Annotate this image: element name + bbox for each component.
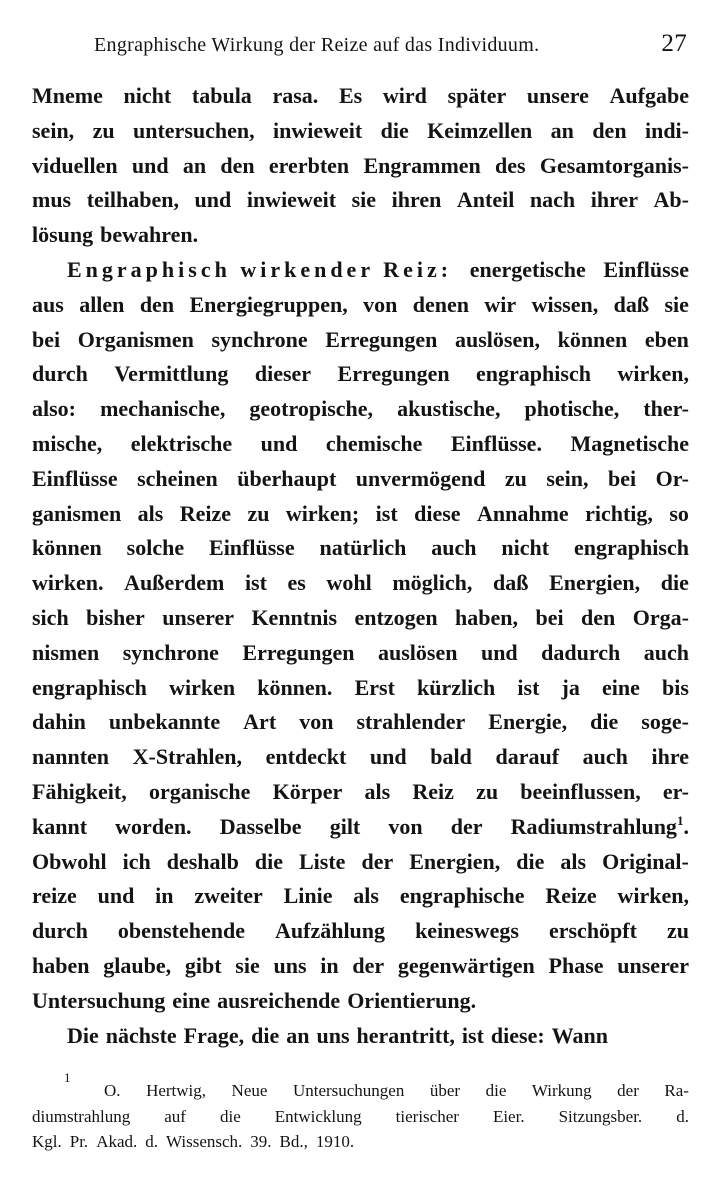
spaced-heading-phrase: Engraphisch wirkender Reiz: xyxy=(67,256,453,282)
page-number: 27 xyxy=(661,30,687,57)
text-line: sich bisher unserer Kenntnis entzogen haben, bei den Orga- xyxy=(32,604,689,630)
text-line: nismen synchrone Erregungen auslösen und dadurch auch xyxy=(32,639,689,665)
text-line: Untersuchung eine ausreichende Orientierung. xyxy=(32,987,477,1013)
text-line: kannt worden. Dasselbe gilt von der Radiumstrahlung$^1$. xyxy=(32,812,689,839)
text-line: dahin unbekannte Art von strahlender Energie, die soge- xyxy=(32,709,689,735)
text-line: also: mechanische, geotropische, akustische, photische, ther- xyxy=(32,396,689,422)
text-line: durch Vermittlung dieser Erregungen engraphisch wirken, xyxy=(32,361,689,387)
text-line: Mneme nicht tabula rasa. Es wird später unsere Aufgabe xyxy=(32,83,689,108)
text-line: nannten X-Strahlen, entdeckt und bald darauf auch ihre xyxy=(32,744,689,770)
text-line: Fähigkeit, organische Körper als Reiz zu beeinflussen, er- xyxy=(32,778,689,804)
text-line: Obwohl ich deshalb die Liste der Energien, die als Original- xyxy=(32,848,689,874)
text-line: Einflüsse scheinen überhaupt unvermögend zu sein, bei Or- xyxy=(32,465,689,491)
text-line: reize und in zweiter Linie als engraphische Reize wirken, xyxy=(32,883,689,909)
body-text xyxy=(32,79,689,1053)
text-line: bei Organismen synchrone Erregungen auslösen, können eben xyxy=(32,326,689,352)
text-line: durch obenstehende Aufzählung keineswegs erschöpft zu xyxy=(32,918,689,944)
footnote-line: Kgl. Pr. Akad. d. Wissensch. 39. Bd., 1910. xyxy=(32,1132,355,1151)
running-header xyxy=(94,30,687,58)
text-line: Engraphisch wirkender Reiz: energetische Einflüsse xyxy=(32,253,689,288)
text-line: Die nächste Frage, die an uns herantritt, ist diese: Wann xyxy=(67,1022,608,1048)
text-line: lösung bewahren. xyxy=(32,222,199,248)
running-title: Engraphische Wirkung der Reize auf das Individuum. xyxy=(94,34,540,56)
footnote-marker: 1 xyxy=(64,1070,71,1085)
text-line: mus teilhaben, und inwieweit sie ihren Anteil nach ihrer Ab- xyxy=(32,187,689,213)
text-line: aus allen den Energiegruppen, von denen wir wissen, daß sie xyxy=(32,291,689,317)
footnote-line: diumstrahlung auf die Entwicklung tierischer Eier. Sitzungsber. d. xyxy=(32,1106,689,1126)
text-line: engraphisch wirken können. Erst kürzlich ist ja eine bis xyxy=(32,674,689,700)
footnote xyxy=(32,1070,689,1155)
text-line: wirken. Außerdem ist es wohl möglich, daß Energien, die xyxy=(32,570,689,596)
footnote-reference: 1 xyxy=(676,812,684,828)
text-line: viduellen und an den ererbten Engrammen des Gesamtorganis- xyxy=(32,152,689,178)
text-line: sein, zu untersuchen, inwieweit die Keimzellen an den indi- xyxy=(32,117,689,143)
text-line: ganismen als Reize zu wirken; ist diese Annahme richtig, so xyxy=(32,500,689,526)
text-line: können solche Einflüsse natürlich auch nicht engraphisch xyxy=(32,535,689,561)
text-line: mische, elektrische und chemische Einflüsse. Magnetische xyxy=(32,430,689,456)
footnote-line: 1 O. Hertwig, Neue Untersuchungen über die Wirkung der Ra- xyxy=(32,1078,689,1104)
text-line: haben glaube, gibt sie uns in der gegenwärtigen Phase unserer xyxy=(32,952,689,978)
